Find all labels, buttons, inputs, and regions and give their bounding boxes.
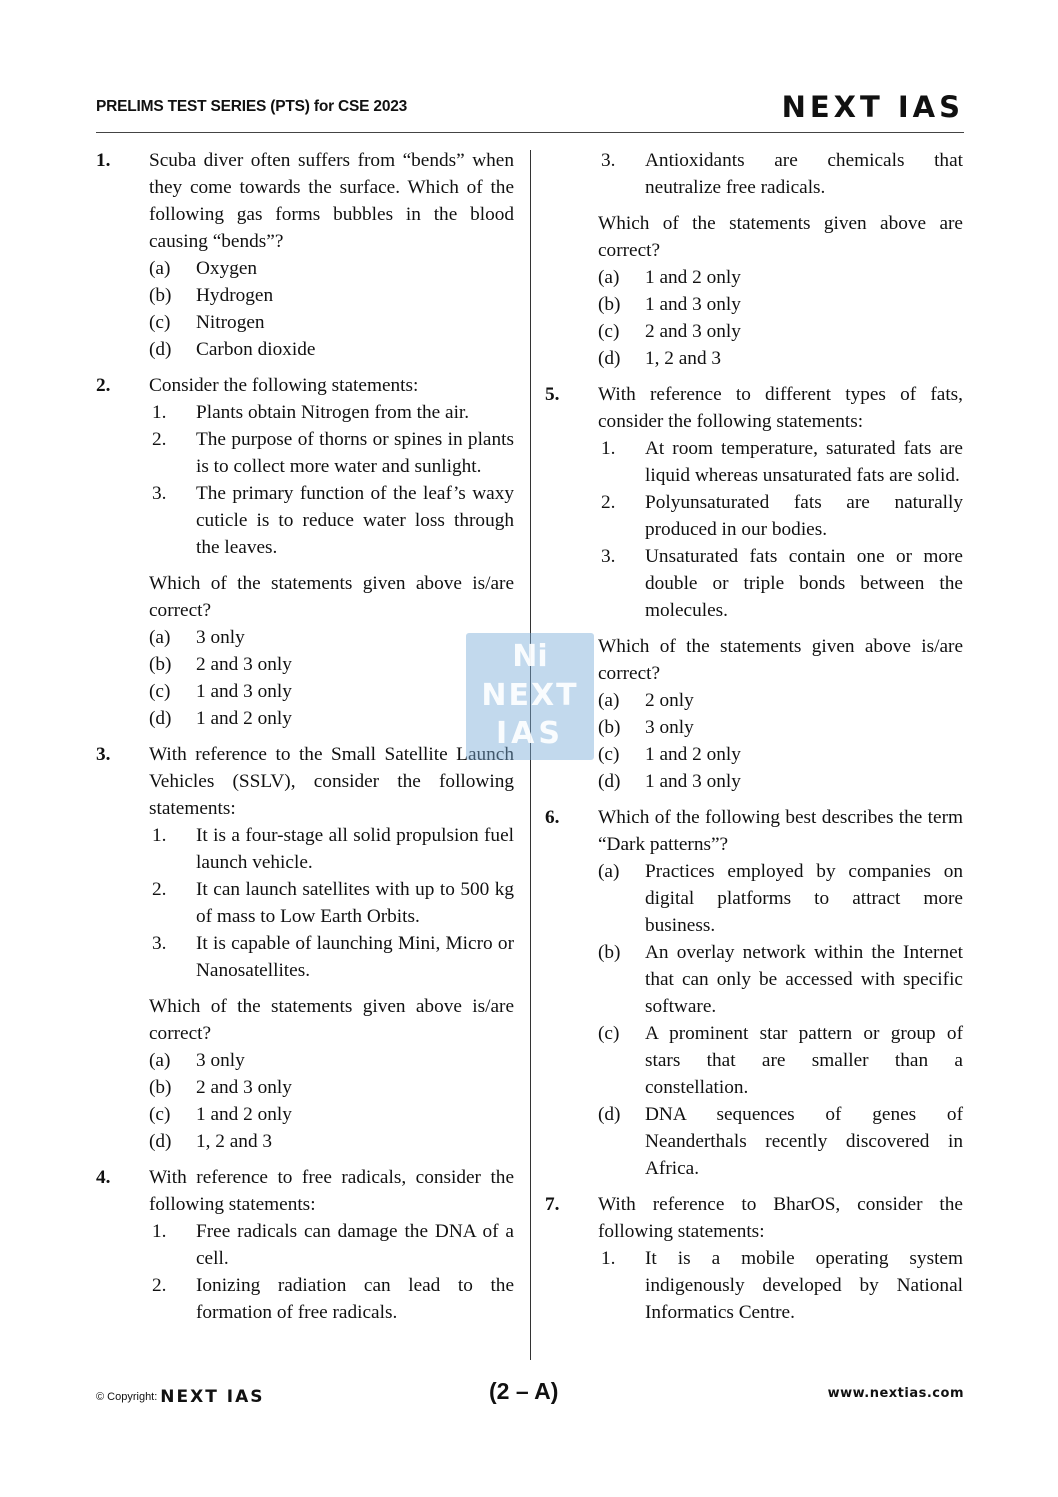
question-number: 3.: [96, 744, 111, 765]
question-stem: With reference to the Small Satellite Launch Vehicles (SSLV), consider the following statements:: [149, 744, 514, 819]
statement-text: Plants obtain Nitrogen from the air.: [196, 402, 470, 423]
option-key: (d): [598, 1104, 621, 1125]
question-7: [545, 1191, 963, 1326]
option-text: 1 and 2 only: [196, 1104, 292, 1125]
statement-number: 3.: [152, 933, 167, 954]
next-ias-logo: NEXT IAS: [781, 90, 964, 124]
option-text: DNA sequences of genes of Neanderthals recently discovered in Africa.: [645, 1104, 963, 1179]
option-key: (d): [149, 708, 172, 729]
option-text: An overlay network within the Internet that can only be accessed with specific software.: [645, 942, 963, 1017]
option-key: (b): [598, 294, 621, 315]
question-prompt: Which of the statements given above is/are correct?: [598, 636, 963, 684]
option-text: Practices employed by companies on digital platforms to attract more business.: [645, 861, 963, 936]
statement-3: [598, 543, 963, 624]
statement-text: Ionizing radiation can lead to the formation of free radicals.: [196, 1275, 514, 1323]
option-text: 2 and 3 only: [196, 654, 292, 675]
statement-number: 1.: [152, 825, 167, 846]
test-series-title: PRELIMS TEST SERIES (PTS) for CSE 2023: [96, 98, 408, 115]
option-a: [598, 858, 963, 939]
page-header: [96, 90, 964, 133]
question-5: [545, 381, 963, 795]
option-key: (a): [598, 267, 620, 288]
statement-number: 3.: [152, 483, 167, 504]
statement-1: [598, 1245, 963, 1326]
statement-1: [149, 1218, 514, 1272]
option-key: (a): [149, 627, 171, 648]
watermark-next: NEXT: [481, 678, 579, 713]
option-text: 1, 2 and 3: [196, 1131, 273, 1152]
option-key: (c): [149, 681, 171, 702]
statement-number: 1.: [152, 402, 167, 423]
statement-3: [149, 480, 514, 561]
statement-text: It is capable of launching Mini, Micro or Nanosatellites.: [196, 933, 514, 981]
question-number: 2.: [96, 375, 111, 396]
option-key: (c): [149, 1104, 171, 1125]
option-text: 3 only: [196, 627, 245, 648]
option-b: [598, 714, 963, 741]
option-b: [598, 939, 963, 1020]
statement-text: The primary function of the leaf’s waxy cuticle is to reduce water loss through the leaves.: [196, 483, 514, 558]
option-key: (a): [598, 690, 620, 711]
option-text: 2 and 3 only: [645, 321, 741, 342]
question-number: 7.: [545, 1194, 560, 1215]
question-stem: With reference to free radicals, consider the following statements:: [149, 1167, 514, 1215]
question-prompt: Which of the statements given above is/are correct?: [149, 573, 514, 621]
left-column: [96, 147, 514, 1335]
question-number: 6.: [545, 807, 560, 828]
statement-2: [149, 426, 514, 480]
option-text: 1 and 2 only: [196, 708, 292, 729]
option-b: [149, 651, 514, 678]
page-number: (2 – A): [489, 1378, 559, 1404]
option-d: [598, 1101, 963, 1182]
option-text: 2 and 3 only: [196, 1077, 292, 1098]
right-column: [545, 147, 963, 1335]
copyright-label: © Copyright:: [96, 1391, 158, 1403]
option-text: 3 only: [645, 717, 694, 738]
statement-3: [598, 147, 963, 201]
statement-text: Polyunsaturated fats are naturally produced in our bodies.: [645, 492, 963, 540]
statement-text: Antioxidants are chemicals that neutralize free radicals.: [645, 150, 963, 198]
option-d: [149, 705, 514, 732]
copyright: [96, 1387, 264, 1407]
option-text: 1 and 2 only: [645, 267, 741, 288]
option-b: [598, 291, 963, 318]
question-stem: Consider the following statements:: [149, 375, 419, 396]
question-number: 4.: [96, 1167, 111, 1188]
option-d: [149, 336, 514, 363]
option-a: [149, 624, 514, 651]
option-key: (b): [149, 654, 172, 675]
question-6: [545, 804, 963, 1182]
watermark-ias: IAS: [496, 716, 564, 751]
option-a: [149, 1047, 514, 1074]
question-prompt: Which of the statements given above are correct?: [598, 213, 963, 261]
option-key: (c): [598, 744, 620, 765]
option-key: (b): [149, 285, 172, 306]
option-b: [149, 282, 514, 309]
option-c: [149, 678, 514, 705]
option-c: [598, 1020, 963, 1101]
statement-number: 1.: [601, 438, 616, 459]
option-key: (a): [149, 1050, 171, 1071]
option-text: A prominent star pattern or group of stars that are smaller than a constellation.: [645, 1023, 963, 1098]
statement-text: The purpose of thorns or spines in plants is to collect more water and sunlight.: [196, 429, 514, 477]
option-d: [598, 768, 963, 795]
option-key: (b): [598, 717, 621, 738]
option-a: [149, 255, 514, 282]
statement-text: It is a mobile operating system indigenously developed by National Informatics Centre.: [645, 1248, 963, 1323]
statement-text: It can launch satellites with up to 500 kg of mass to Low Earth Orbits.: [196, 879, 514, 927]
option-key: (a): [598, 861, 620, 882]
question-3: [96, 741, 514, 1155]
question-2: [96, 372, 514, 732]
statement-number: 2.: [601, 492, 616, 513]
question-4: [96, 1164, 514, 1326]
statement-number: 3.: [601, 546, 616, 567]
statement-text: At room temperature, saturated fats are liquid whereas unsaturated fats are solid.: [645, 438, 963, 486]
option-a: [598, 264, 963, 291]
page-footer: [96, 1378, 964, 1410]
statement-number: 2.: [152, 429, 167, 450]
statement-number: 2.: [152, 879, 167, 900]
option-text: 1 and 3 only: [645, 771, 741, 792]
option-key: (d): [598, 348, 621, 369]
option-key: (b): [598, 942, 621, 963]
footer-brand: NEXT IAS: [160, 1387, 265, 1407]
statement-3: [149, 930, 514, 984]
option-key: (d): [149, 1131, 172, 1152]
option-d: [149, 1128, 514, 1155]
question-stem: With reference to different types of fats, consider the following statements:: [598, 384, 963, 432]
watermark-monogram: Ni: [512, 639, 548, 674]
statement-1: [598, 435, 963, 489]
option-c: [598, 318, 963, 345]
option-d: [598, 345, 963, 372]
statement-2: [149, 1272, 514, 1326]
option-text: 1 and 2 only: [645, 744, 741, 765]
option-key: (d): [598, 771, 621, 792]
option-text: 1, 2 and 3: [645, 348, 722, 369]
option-text: Nitrogen: [196, 312, 265, 333]
option-key: (d): [149, 339, 172, 360]
option-text: 3 only: [196, 1050, 245, 1071]
option-text: 2 only: [645, 690, 694, 711]
question-4-continued: [545, 147, 963, 372]
next-ias-watermark: [466, 633, 594, 760]
option-text: Hydrogen: [196, 285, 274, 306]
option-key: (c): [598, 321, 620, 342]
statement-text: Unsaturated fats contain one or more double or triple bonds between the molecules.: [645, 546, 963, 621]
website-url: www.nextias.com: [827, 1386, 964, 1401]
option-text: 1 and 3 only: [645, 294, 741, 315]
question-stem: With reference to BharOS, consider the following statements:: [598, 1194, 963, 1242]
question-number: 1.: [96, 150, 111, 171]
option-key: (c): [598, 1023, 620, 1044]
statement-1: [149, 822, 514, 876]
option-c: [598, 741, 963, 768]
statement-text: It is a four-stage all solid propulsion fuel launch vehicle.: [196, 825, 514, 873]
option-key: (b): [149, 1077, 172, 1098]
option-b: [149, 1074, 514, 1101]
option-c: [149, 309, 514, 336]
option-key: (a): [149, 258, 171, 279]
statement-number: 1.: [601, 1248, 616, 1269]
question-stem: Scuba diver often suffers from “bends” when they come towards the surface. Which of the following gas forms bubbles in the blood causing “bends”?: [149, 150, 514, 252]
question-prompt: Which of the statements given above is/are correct?: [149, 996, 514, 1044]
statement-number: 2.: [152, 1275, 167, 1296]
option-text: Oxygen: [196, 258, 258, 279]
question-1: [96, 147, 514, 363]
statement-2: [149, 876, 514, 930]
option-text: Carbon dioxide: [196, 339, 316, 360]
option-text: 1 and 3 only: [196, 681, 292, 702]
statement-2: [598, 489, 963, 543]
statement-1: [149, 399, 514, 426]
option-c: [149, 1101, 514, 1128]
statement-number: 3.: [601, 150, 616, 171]
question-number: 5.: [545, 384, 560, 405]
statement-number: 1.: [152, 1221, 167, 1242]
question-stem: Which of the following best describes the term “Dark patterns”?: [598, 807, 963, 855]
option-key: (c): [149, 312, 171, 333]
statement-text: Free radicals can damage the DNA of a cell.: [196, 1221, 514, 1269]
option-a: [598, 687, 963, 714]
